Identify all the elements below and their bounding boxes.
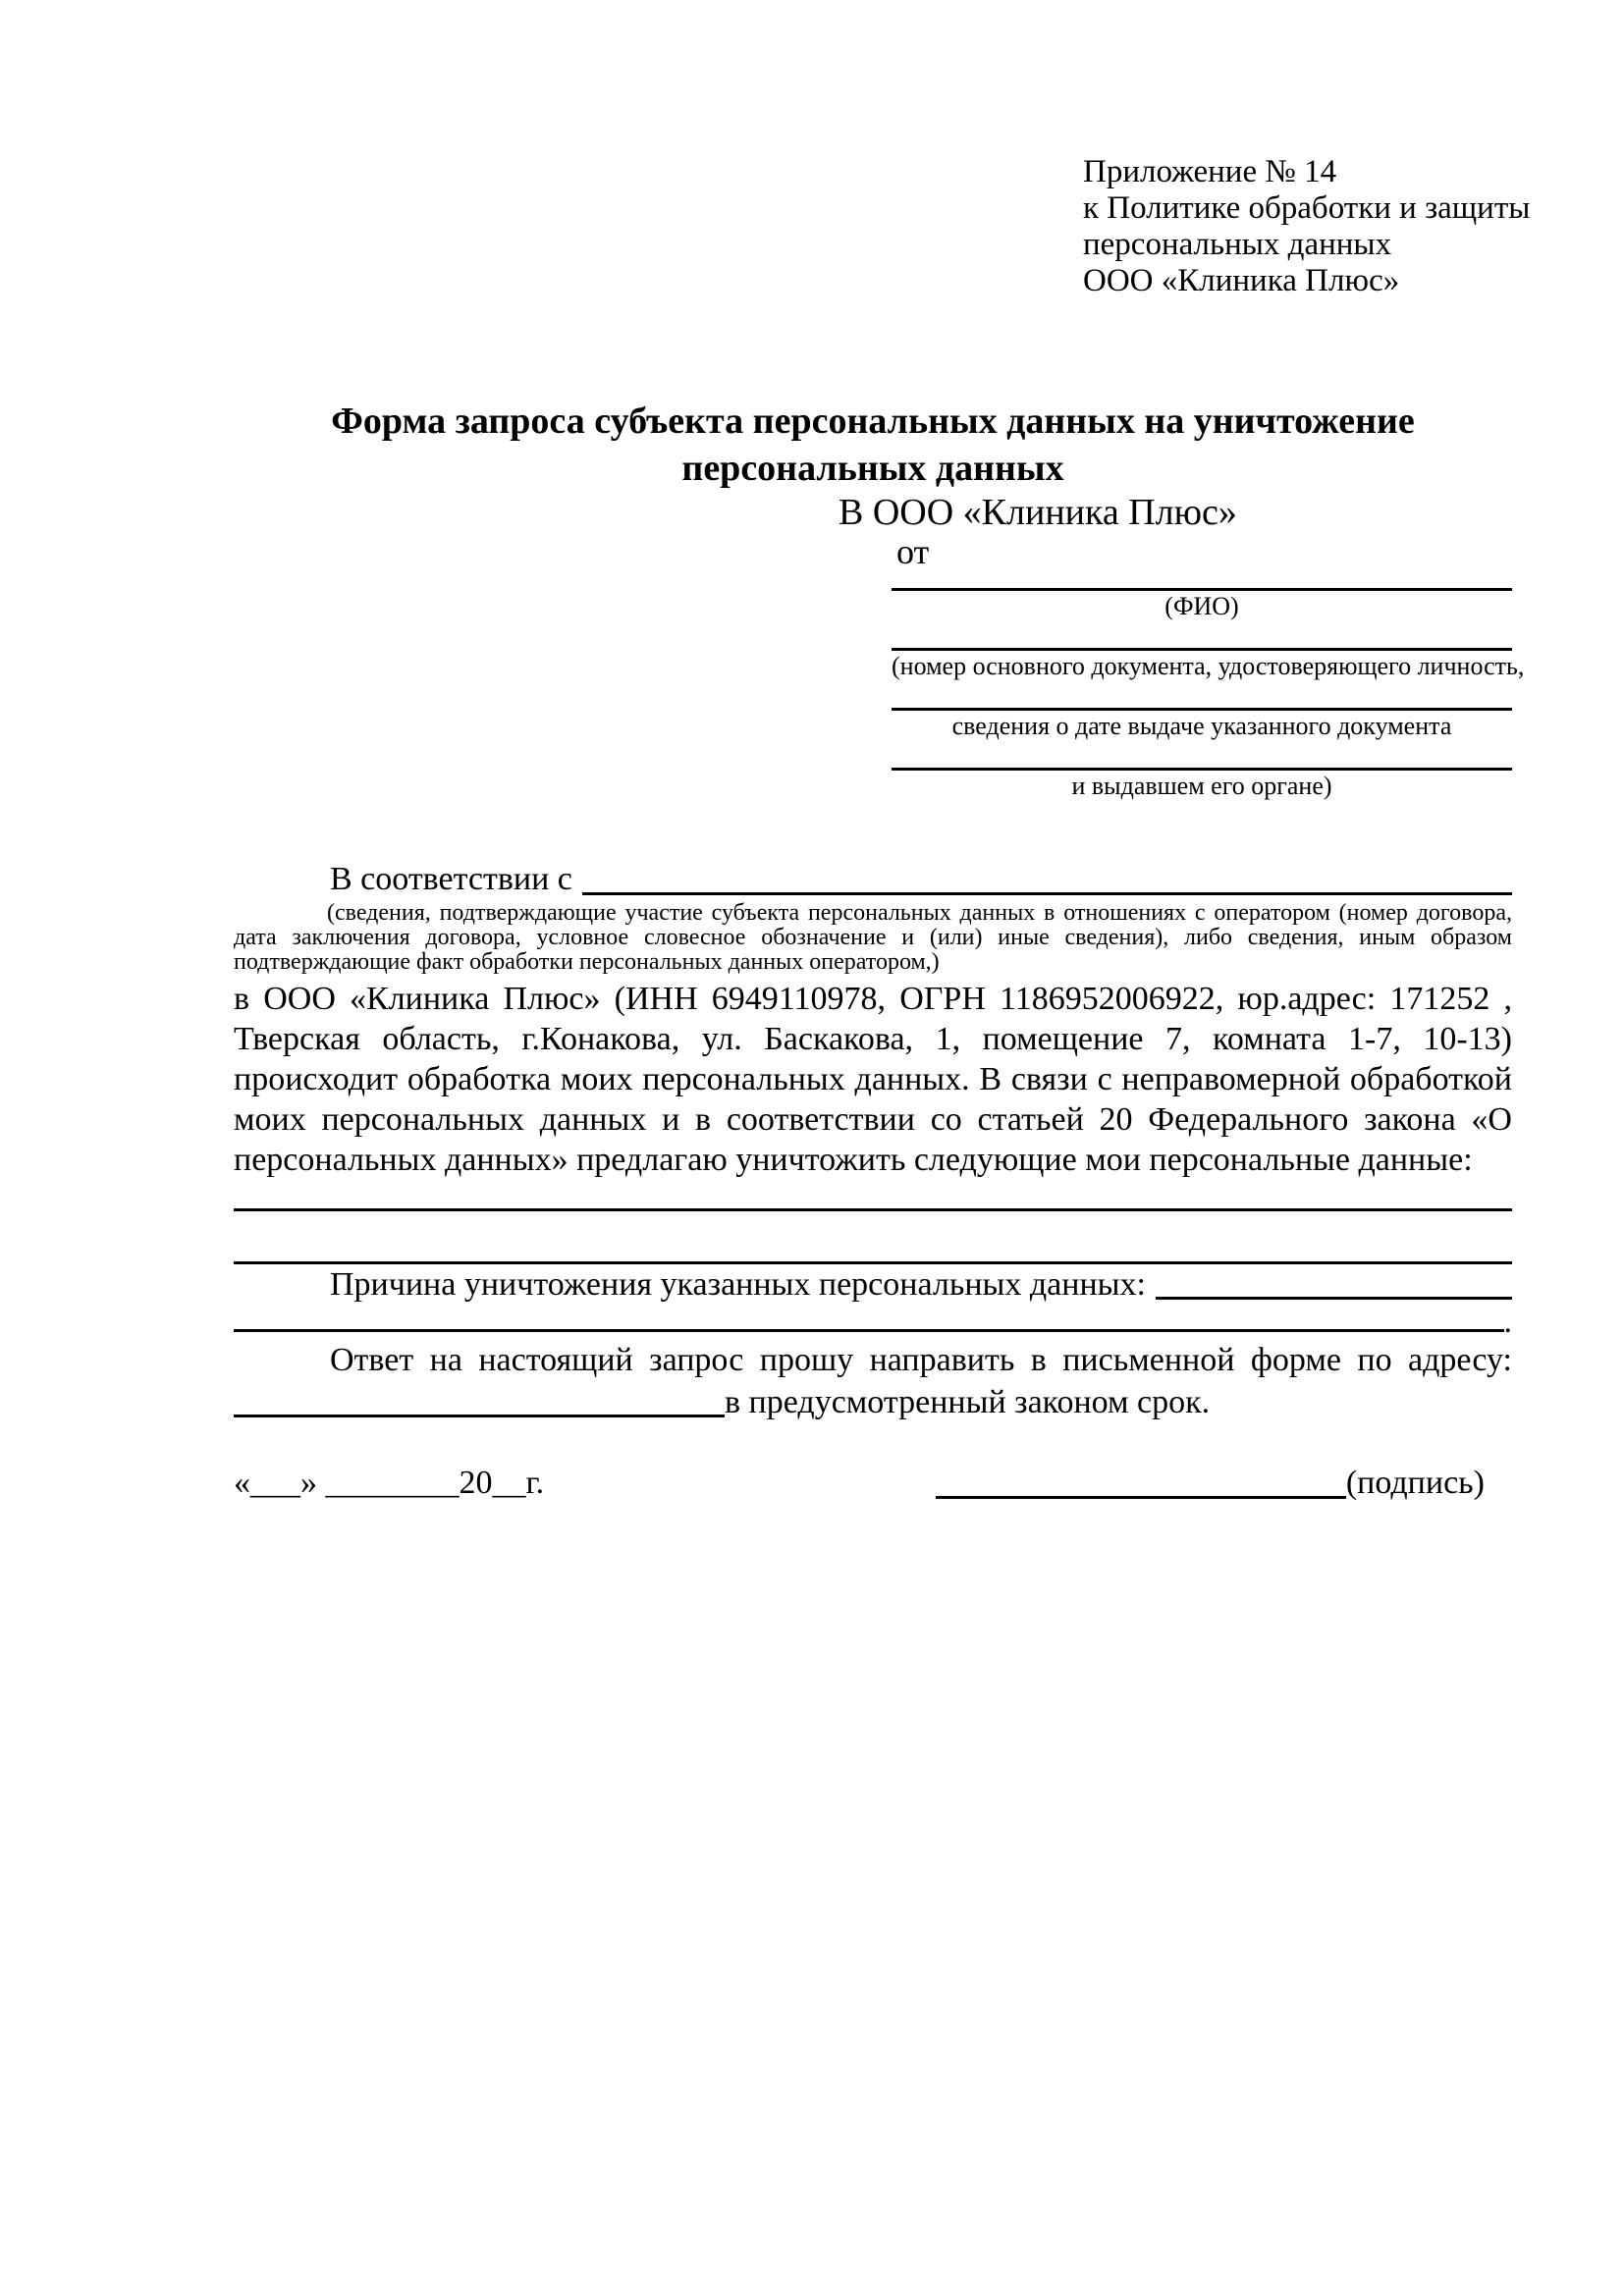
- appendix-line: персональных данных: [1083, 227, 1392, 262]
- reason-input-line-2[interactable]: [234, 1306, 1504, 1332]
- fio-caption: (ФИО): [1164, 592, 1239, 620]
- answer-paragraph: [234, 1339, 1512, 1381]
- document-number-caption: (номер основного документа, удостоверяющего личность,: [892, 652, 1525, 680]
- fio-input-line[interactable]: [892, 563, 1512, 591]
- issuing-authority-input-line[interactable]: [892, 743, 1512, 771]
- field-row-document-number: [892, 623, 1525, 680]
- issuing-authority-caption: и выдавшем его органе): [1071, 772, 1332, 800]
- data-to-destroy-line-2[interactable]: [234, 1235, 1512, 1264]
- data-to-destroy-line-1[interactable]: [234, 1182, 1512, 1211]
- address-input-line[interactable]: [234, 1381, 725, 1417]
- issue-date-input-line[interactable]: [892, 683, 1512, 711]
- field-row-fio: [892, 563, 1512, 619]
- issue-date-caption: сведения о дате выдаче указанного документа: [951, 712, 1452, 740]
- accordance-note: (сведения, подтверждающие участие субъекта персональных данных в отношениях с оператором (номер договора, дата заключения договора, условное словесное обозначение и (или) иные сведения), либо сведения, иным образом подтверждающие факт обработки персональных данных оператором,): [234, 900, 1512, 975]
- addressee-line: В ООО «Клиника Плюс»: [839, 492, 1237, 533]
- period-mark: .: [1503, 1304, 1512, 1340]
- answer-tail-text: в предусмотренный законом срок.: [725, 1384, 1211, 1420]
- appendix-line: Приложение № 14: [1083, 154, 1337, 189]
- answer-address-row: [234, 1381, 1512, 1423]
- accordance-label: В соответствии с: [330, 861, 572, 897]
- footer-row: [234, 1463, 1512, 1504]
- reason-row: [234, 1264, 1512, 1306]
- reason-input-line[interactable]: [1156, 1264, 1512, 1300]
- accordance-input-line[interactable]: [582, 858, 1512, 895]
- accordance-row: [234, 858, 1512, 901]
- field-row-issue-date: [892, 683, 1512, 739]
- appendix-block: [1083, 154, 1531, 299]
- body-paragraph: в ООО «Клиника Плюс» (ИНН 6949110978, ОГРН 1186952006922, юр.адрес: 171252 , Тверская область, г.Конакова, ул. Баскакова, 1, помещение 7, комната 1-7, 10-13) происходит обработка моих персональных данных. В связи с неправомерной обработкой моих персональных данных и в соответствии со статьей 20 Федерального закона «О персональных данных» предлагаю уничтожить следующие мои персональные данные:: [234, 981, 1512, 1178]
- document-title: Форма запроса субъекта персональных данных на уничтожение персональных данных: [331, 400, 1415, 489]
- from-label: от: [896, 532, 930, 571]
- signature-group: [936, 1463, 1512, 1504]
- appendix-line: ООО «Клиника Плюс»: [1083, 263, 1400, 298]
- reason-continuation-row: [234, 1306, 1512, 1339]
- field-row-issuing-authority: [892, 743, 1512, 799]
- appendix-line: к Политике обработки и защиты: [1083, 190, 1531, 226]
- signature-input-line[interactable]: [936, 1464, 1346, 1499]
- date-line[interactable]: «___» ________20__г.: [234, 1465, 545, 1501]
- signature-caption: (подпись): [1345, 1465, 1485, 1501]
- reason-label: Причина уничтожения указанных персональных данных:: [330, 1266, 1146, 1303]
- answer-text: Ответ на настоящий запрос прошу направить в письменной форме по адресу:: [330, 1342, 1512, 1378]
- document-number-input-line[interactable]: [892, 623, 1512, 651]
- identity-fields: [892, 563, 1525, 800]
